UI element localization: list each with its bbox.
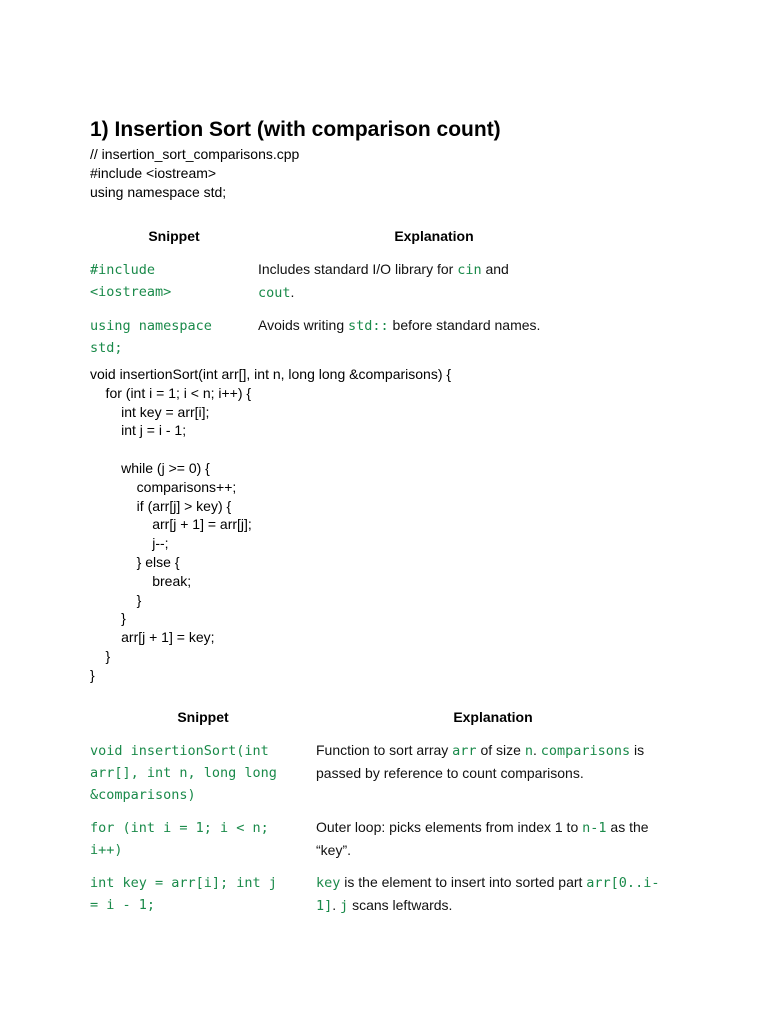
explanation-cell: Function to sort array arr of size n. comparisons is passed by reference to count comparisons. [316, 742, 645, 781]
table-row [90, 730, 670, 806]
section-title: 1) Insertion Sort (with comparison count) [90, 118, 501, 141]
code-line: while (j >= 0) { [90, 459, 210, 476]
table-header-row [90, 223, 610, 249]
snippet-cell: #include <iostream> [90, 262, 172, 300]
code-line: break; [90, 572, 192, 589]
intro-line: // insertion_sort_comparisons.cpp [90, 146, 300, 162]
snippet-table-1 [90, 223, 610, 359]
table-header-row [90, 704, 670, 730]
column-header-explanation: Explanation [453, 709, 533, 725]
snippet-cell: int key = arr[i]; int j = i - 1; [90, 875, 277, 913]
table-row [90, 861, 670, 917]
code-listing [90, 365, 451, 685]
code-line [90, 440, 451, 459]
code-line: int key = arr[i]; [90, 403, 210, 420]
code-line: if (arr[j] > key) { [90, 497, 232, 514]
code-line: comparisons++; [90, 478, 237, 495]
column-header-explanation: Explanation [394, 228, 474, 244]
code-line: } [90, 591, 142, 608]
explanation-cell: key is the element to insert into sorted part arr[0..i- 1]. j scans leftwards. [316, 874, 660, 914]
table-row [90, 806, 670, 861]
code-line: arr[j + 1] = arr[j]; [90, 516, 252, 533]
code-line: void insertionSort(int arr[], int n, long long &comparisons) { [90, 366, 452, 382]
explanation-cell: Includes standard I/O library for cin and cout. [258, 261, 509, 301]
code-line: j--; [90, 535, 169, 552]
code-line: for (int i = 1; i < n; i++) { [90, 384, 252, 401]
code-line: } [90, 610, 126, 627]
intro-line: #include <iostream> [90, 165, 217, 181]
intro-line: using namespace std; [90, 184, 227, 200]
code-line: } [90, 647, 111, 664]
snippet-table-2 [90, 704, 670, 917]
code-line: } [90, 666, 95, 683]
explanation-cell: Avoids writing std:: before standard names. [258, 317, 541, 334]
snippet-cell: using namespace std; [90, 318, 212, 356]
table-row [90, 249, 610, 304]
code-line: arr[j + 1] = key; [90, 629, 215, 646]
column-header-snippet: Snippet [148, 228, 200, 244]
column-header-snippet: Snippet [177, 709, 229, 725]
table-row [90, 304, 610, 359]
snippet-cell: for (int i = 1; i < n; i++) [90, 820, 269, 858]
snippet-cell: void insertionSort(int arr[], int n, long long &comparisons) [90, 743, 277, 803]
explanation-cell: Outer loop: picks elements from index 1 to n-1 as the “key”. [316, 819, 649, 858]
intro-lines [90, 145, 299, 202]
code-line: int j = i - 1; [90, 422, 187, 439]
code-line: } else { [90, 553, 180, 570]
